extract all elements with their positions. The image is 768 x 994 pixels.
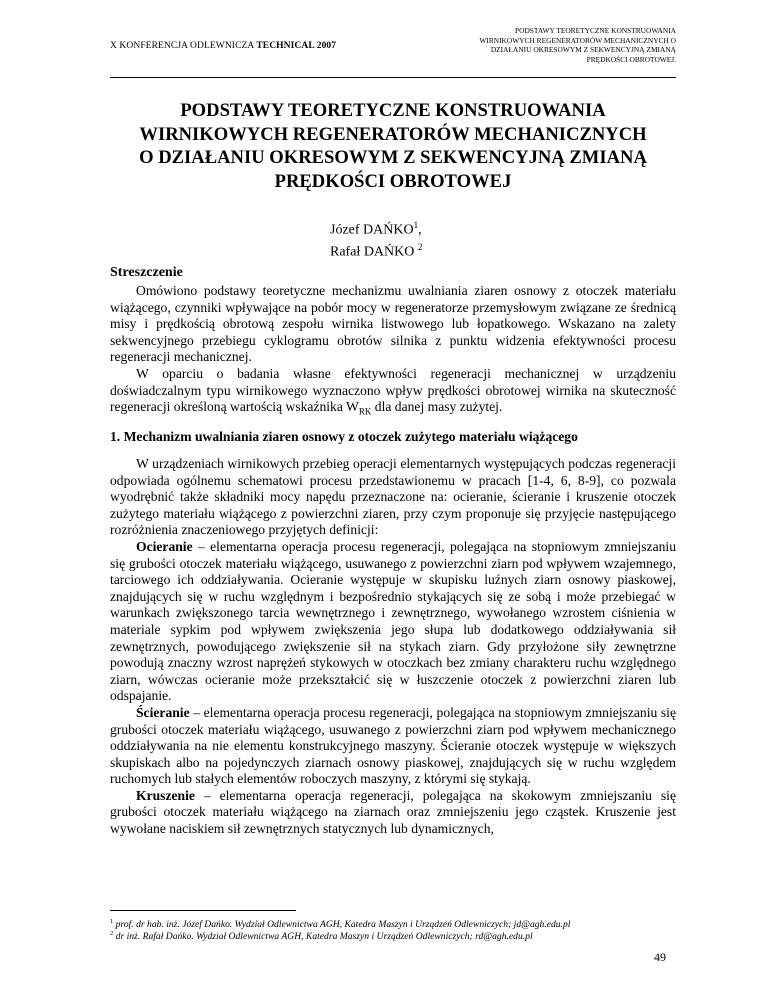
header-divider [110, 77, 676, 78]
abstract-text: W oparciu o badania własne efektywności regeneracji mechanicznej w urządzeniu doświadczalnym typu wirnikowego wyznaczono wpływ prędkości obrotowej wirnika na skuteczność regeneracji określoną wartością wskaźnika W [110, 365, 676, 415]
section-body [110, 456, 676, 838]
footnote-number: 2 [110, 930, 114, 937]
definition-term: Ocieranie [136, 538, 193, 554]
author [330, 239, 422, 261]
section-heading: 1. Mechanizm uwalniania ziaren osnowy z otoczek zużytego materiału wiążącego [110, 429, 578, 444]
definition-text: – elementarna operacja procesu regeneracji, polegająca na stopniowym zmniejszaniu się grubości otoczek materiału wiążącego, usuwanego z powierzchni ziarn pod wpływem mechanicznego oddziaływania na nie elementu konstrukcyjnego maszyny. Ścieranie otoczek występuje w większych skupiskach albo na pojedynczych ziarnach osnowy piaskowej, znajdujących się w ruchu względem ruchomych lub stałych elementów roboczych maszyny, z którymi się stykają. [110, 704, 676, 787]
author-affiliation-mark: 1 [413, 220, 419, 230]
definition-term: Kruszenie [136, 787, 195, 803]
running-header-right [418, 26, 676, 64]
definition-text: – elementarna operacja procesu regeneracji, polegająca na stopniowym zmniejszaniu się grubości otoczek materiału wiążącego, usuwanego z powierzchni ziarn pod wpływem wzajemnego, tarciowego ich oddziaływania. Ocieranie występuje w skupisku luźnych ziarn osnowy piaskowej, znajdujących się w ruchu względnym i bezpośrednio stykających się ze sobą i może przebiegać w warunkach zwiększonego tarcia wewnętrznego i zewnętrznego, wywołanego wzrostem ciśnienia w materiale sypkim pod wpływem zwiększenia jego słupa lub dodatkowego oddziaływania sił zewnętrznych, powodującego zwiększenie sił na stykach ziarn. Gdy przyłożone siły zewnętrzne powodują znaczny wzrost naprężeń stykowych w otoczkach bez zmiany charakteru ruchu względnego ziarn, wówczas ocieranie może przekształcić się w łuszczenie otoczek z powierzchni ziaren lub odspajanie. [110, 538, 676, 704]
definition-text: – elementarna operacja regeneracji, polegająca na skokowym zmniejszaniu się grubości otoczek materiału wiążącego na ziarnach oraz zmniejszeniu jego cząstek. Kruszenie jest wywołane naciskiem sił zewnętrznych statycznych lub dynamicznych, [110, 787, 676, 837]
abstract-paragraph [110, 366, 676, 421]
running-title-line: DZIAŁANIU OKRESOWYM Z SEKWENCYJNĄ ZMIANĄ [490, 45, 676, 54]
running-title-line: WIRNIKOWYCH REGENERATORÓW MECHANICZNYCH O [479, 35, 676, 45]
definition-term: Ścieranie [136, 704, 190, 720]
author [330, 217, 422, 239]
footnote-divider [110, 910, 296, 911]
footnote-text: prof. dr hab. inż. Józef Dańko. Wydział Odlewnictwa AGH, Katedra Maszyn i Urządzeń Odlewniczych; jd@agh.edu.pl [115, 919, 571, 931]
author-separator: , [418, 222, 422, 238]
running-header-left [110, 41, 336, 51]
author-list [330, 217, 422, 260]
author-affiliation-mark: 2 [417, 241, 423, 252]
author-name: Rafał DAŃKO [330, 244, 415, 260]
abstract-text: dla danej masy zużytej. [371, 399, 503, 415]
abstract-paragraph: Omówiono podstawy teoretyczne mechanizmu uwalniania ziaren osnowy z otoczek materiału wiążącego, czynniki wpływające na pobór mocy w regeneratorze przemysłowym związane ze średnicą misy i prędkością obrotową zespołu wirnika listwowego lub łopatkowego. Wskazano na zalety sekwencyjnego przebiegu cyklogramu obrotów silnika z punktu widzenia efektywności procesu regeneracji mechanicznej. [110, 283, 676, 365]
definition-paragraph [110, 539, 676, 705]
author-name: Józef DAŃKO [330, 222, 414, 238]
conference-name: X KONFERENCJA ODLEWNICZA [110, 41, 254, 51]
footnote [110, 928, 533, 942]
title-line: O DZIAŁANIU OKRESOWYM Z SEKWENCYJNĄ ZMIANĄ [139, 147, 647, 168]
abstract-heading: Streszczenie [110, 265, 183, 280]
body-paragraph: W urządzeniach wirnikowych przebieg operacji elementarnych występujących podczas regeneracji odpowiada ogólnemu schematowi procesu przedstawionemu w pracach [1-4, 6, 8-9], co pozwala wyodrębnić także składniki mocy napędu przeznaczone na: ocieranie, ścieranie i kruszenie otoczek zużytego materiału wiążącego z powierzchni ziaren, przy czym proponuje się przyjęcie następującego rozróżnienia znaczeniowego przyjętych definicji: [110, 456, 676, 538]
definition-paragraph [110, 705, 676, 788]
abstract [110, 283, 676, 420]
paper-title [110, 99, 676, 193]
page-number: 49 [654, 950, 666, 964]
title-line: WIRNIKOWYCH REGENERATORÓW MECHANICZNYCH [139, 123, 647, 145]
conference-name-bold: TECHNICAL 2007 [256, 41, 337, 51]
running-title-line: PODSTAWY TEORETYCZNE KONSTRUOWANIA [515, 26, 676, 35]
footnote-number: 1 [110, 918, 114, 925]
definition-paragraph [110, 788, 676, 838]
running-title-line: PRĘDKOŚCI OBROTOWEJ. [586, 54, 676, 64]
footnote-text: dr inż. Rafał Dańko. Wydział Odlewnictwa AGH, Katedra Maszyn i Urządzeń Odlewniczych; rd@agh.edu.pl [115, 931, 533, 943]
title-line: PRĘDKOŚCI OBROTOWEJ [274, 170, 512, 192]
title-line: PODSTAWY TEORETYCZNE KONSTRUOWANIA [180, 100, 606, 121]
index-subscript: RK [358, 406, 372, 417]
